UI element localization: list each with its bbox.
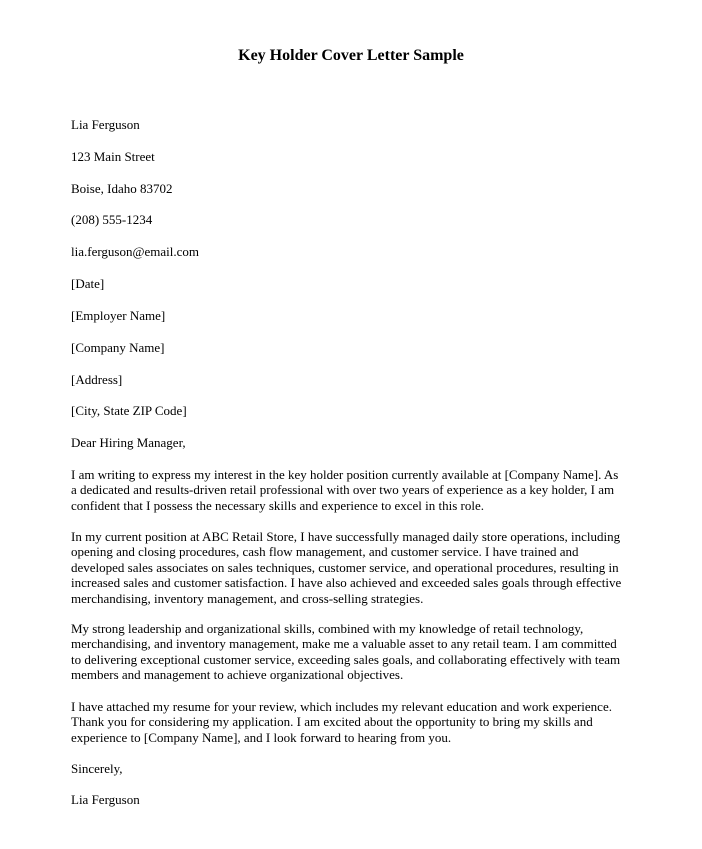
body-paragraph-4 xyxy=(71,699,641,745)
signature-name: Lia Ferguson xyxy=(71,792,140,807)
paragraph-line: In my current position at ABC Retail Store, I have successfully managed daily store operations, including xyxy=(71,529,621,544)
body-paragraph-2 xyxy=(71,529,641,606)
paragraph-line: experience to [Company Name], and I look forward to hearing from you. xyxy=(71,729,452,745)
paragraph-line: I am writing to express my interest in the key holder position currently available at [Company Name]. As xyxy=(71,467,619,482)
letter-date: [Date] xyxy=(71,276,105,291)
paragraph-line: increased sales and customer satisfaction. I have also achieved and exceeded sales goals through effective xyxy=(71,575,622,591)
paragraph-line: opening and closing procedures, cash flow management, and customer service. I have trained and xyxy=(71,544,579,560)
salutation: Dear Hiring Manager, xyxy=(71,435,186,450)
paragraph-line: merchandising, and inventory management, make me a valuable asset to any retail team. I am committed xyxy=(71,636,617,652)
sender-email: lia.ferguson@email.com xyxy=(71,244,199,259)
paragraph-line: merchandising, inventory management, and cross-selling strategies. xyxy=(71,590,424,606)
paragraph-line: confident that I possess the necessary skills and experience to excel in this role. xyxy=(71,497,484,513)
sender-phone: (208) 555-1234 xyxy=(71,212,153,227)
document-title: Key Holder Cover Letter Sample xyxy=(238,47,464,64)
body-paragraph-3 xyxy=(71,621,641,683)
recipient-city-state-zip: [City, State ZIP Code] xyxy=(71,403,187,418)
sender-street: 123 Main Street xyxy=(71,149,155,164)
paragraph-line: to delivering exceptional customer service, exceeding sales goals, and collaborating effectively with team xyxy=(71,651,621,667)
recipient-company: [Company Name] xyxy=(71,340,165,355)
paragraph-line: Thank you for considering my application. I am excited about the opportunity to bring my skills and xyxy=(71,714,593,730)
paragraph-line: members and management to achieve organizational objectives. xyxy=(71,667,404,683)
sender-city: Boise, Idaho 83702 xyxy=(71,181,173,196)
paragraph-line: My strong leadership and organizational skills, combined with my knowledge of retail technology, xyxy=(71,621,584,636)
paragraph-line: developed sales associates on sales techniques, customer service, and operational procedures, resulting in xyxy=(71,559,619,575)
paragraph-line: a dedicated and results-driven retail professional with over two years of experience as a key holder, I am xyxy=(71,482,615,498)
body-paragraph-1 xyxy=(71,467,641,513)
recipient-address: [Address] xyxy=(71,372,123,387)
paragraph-line: I have attached my resume for your review, which includes my relevant education and work experience. xyxy=(71,699,612,714)
closing: Sincerely, xyxy=(71,761,123,776)
sender-name: Lia Ferguson xyxy=(71,117,140,132)
recipient-employer: [Employer Name] xyxy=(71,308,166,323)
